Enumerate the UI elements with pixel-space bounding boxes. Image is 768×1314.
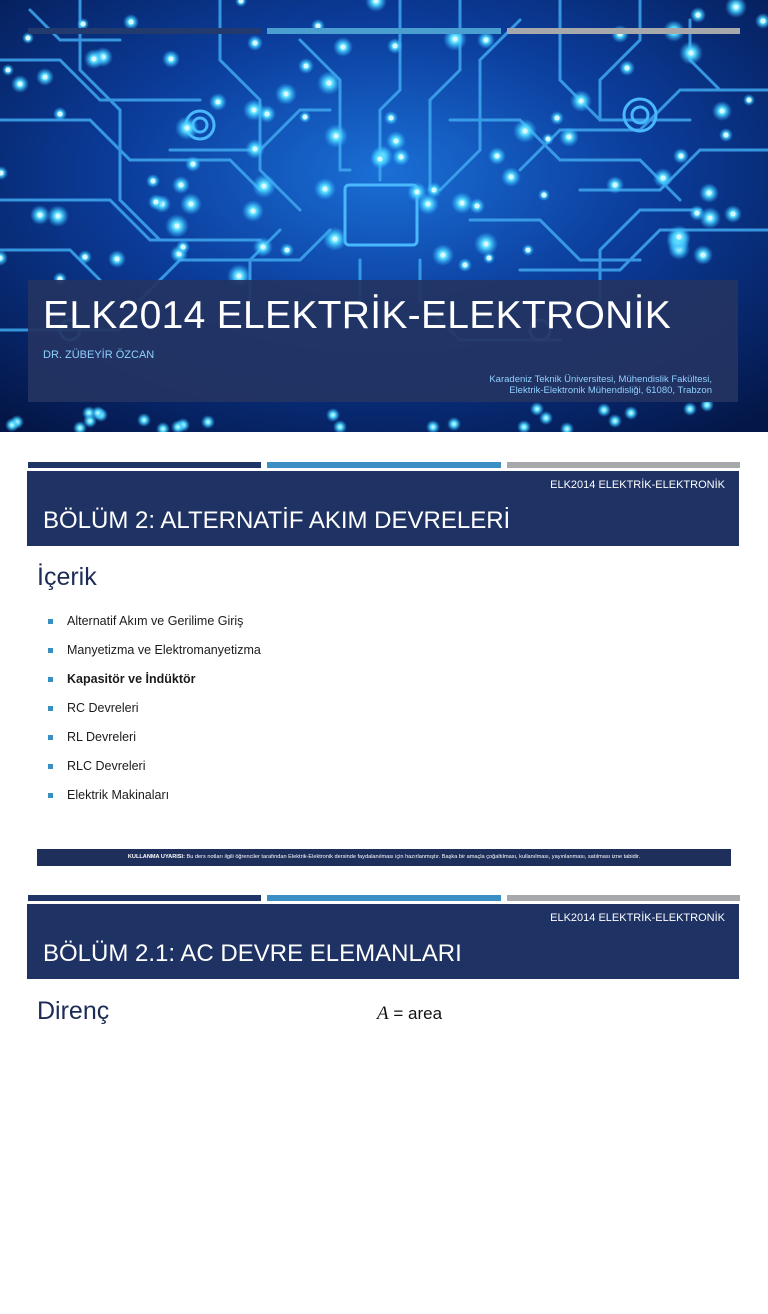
formula-equals: =: [393, 1004, 404, 1023]
accent-bar-light: [267, 895, 500, 901]
contents-item: [48, 730, 261, 759]
square-bullet-icon: [48, 793, 53, 798]
contents-item-label: RLC Devreleri: [67, 759, 146, 773]
course-label: ELK2014 ELEKTRİK-ELEKTRONİK: [550, 912, 725, 924]
section-title: BÖLÜM 2.1: AC DEVRE ELEMANLARI: [43, 940, 462, 967]
area-formula: [377, 1003, 442, 1025]
accent-bar-dark: [28, 28, 261, 34]
contents-item-label: RC Devreleri: [67, 701, 139, 715]
contents-item-label: Alternatif Akım ve Gerilime Giriş: [67, 614, 244, 628]
accent-bar-light: [267, 28, 500, 34]
formula-variable: A: [377, 1003, 389, 1024]
contents-item-label: Kapasitör ve İndüktör: [67, 672, 196, 686]
cover-author: DR. ZÜBEYİR ÖZCAN: [43, 349, 155, 361]
contents-item: [48, 614, 261, 643]
course-label: ELK2014 ELEKTRİK-ELEKTRONİK: [550, 479, 725, 491]
accent-bars: [28, 895, 740, 901]
accent-bar-gray: [507, 28, 740, 34]
square-bullet-icon: [48, 764, 53, 769]
contents-item: [48, 643, 261, 672]
cover-title-box: [28, 280, 738, 402]
square-bullet-icon: [48, 619, 53, 624]
square-bullet-icon: [48, 735, 53, 740]
square-bullet-icon: [48, 706, 53, 711]
contents-item: [48, 759, 261, 788]
contents-item: [48, 672, 261, 701]
usage-notice: [37, 849, 731, 866]
accent-bar-gray: [507, 462, 740, 468]
cover-accent-bars: [28, 28, 740, 34]
section-title: BÖLÜM 2: ALTERNATİF AKIM DEVRELERİ: [43, 507, 511, 534]
contents-item: [48, 788, 261, 817]
section-header: [27, 471, 739, 546]
resistor-heading: Direnç: [37, 997, 110, 1025]
usage-notice-label: KULLANMA UYARISI:: [127, 854, 185, 860]
contents-slide: [0, 449, 768, 881]
accent-bar-light: [267, 462, 500, 468]
contents-item-label: Elektrik Makinaları: [67, 788, 170, 802]
accent-bars: [28, 462, 740, 468]
accent-bar-dark: [28, 895, 261, 901]
formula-value: area: [408, 1004, 443, 1023]
cover-slide: [0, 0, 768, 432]
usage-notice-text: Bu ders notları ilgili öğrenciler tarafından Elektrik-Elektronik dersinde faydalanılması için hazırlanmıştır. Başka bir amaçla çoğaltılması, kullanılması, yayınlanması, satılması izne tabidir.: [184, 854, 641, 860]
contents-list: [48, 614, 261, 817]
contents-item-label: Manyetizma ve Elektromanyetizma: [67, 643, 261, 657]
contents-heading: İçerik: [37, 563, 97, 591]
ac-elements-slide: [0, 882, 768, 1314]
affiliation-line-2: Elektrik-Elektronik Mühendisliği, 61080, Trabzon: [509, 385, 712, 396]
section-header: [27, 904, 739, 979]
square-bullet-icon: [48, 677, 53, 682]
square-bullet-icon: [48, 648, 53, 653]
accent-bar-dark: [28, 462, 261, 468]
cover-affiliation: [489, 374, 712, 396]
affiliation-line-1: Karadeniz Teknik Üniversitesi, Mühendislik Fakültesi,: [489, 374, 712, 385]
accent-bar-gray: [507, 895, 740, 901]
cover-title: ELK2014 ELEKTRİK-ELEKTRONİK: [43, 294, 672, 337]
contents-item-label: RL Devreleri: [67, 730, 137, 744]
contents-item: [48, 701, 261, 730]
